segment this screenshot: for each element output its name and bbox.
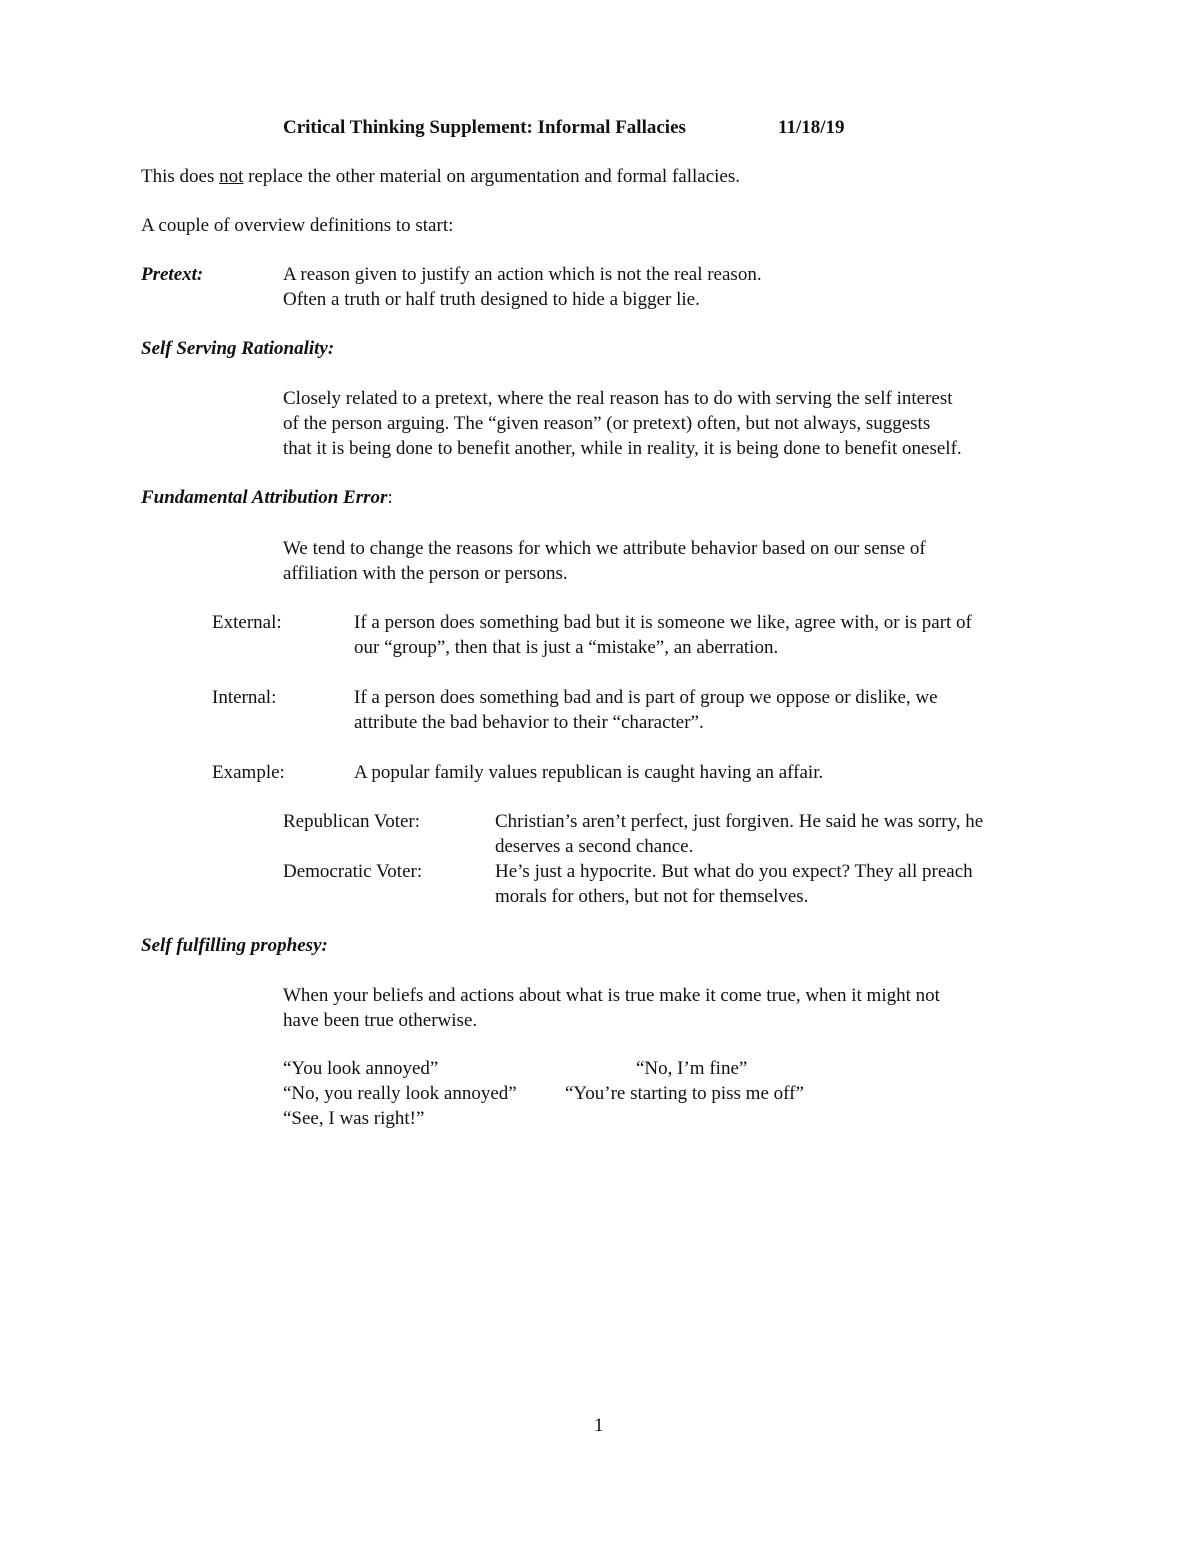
document-date: 11/18/19 <box>778 117 845 138</box>
intro-before: This does <box>141 166 220 187</box>
example-text: A popular family values republican is caught having an affair. <box>354 762 824 783</box>
external-line-2: our “group”, then that is just a “mistake”, an aberration. <box>354 637 779 658</box>
pretext-term: Pretext: <box>141 264 204 285</box>
prophesy-line-1: When your beliefs and actions about what is true make it come true, when it might not <box>283 985 940 1006</box>
intro-after: replace the other material on argumentation and formal fallacies. <box>243 166 740 187</box>
internal-line-2: attribute the bad behavior to their “character”. <box>354 712 704 733</box>
overview-line: A couple of overview definitions to start: <box>141 215 454 236</box>
example-label: Example: <box>212 762 285 783</box>
intro-line <box>141 165 740 189</box>
external-label: External: <box>212 612 282 633</box>
pretext-line-2: Often a truth or half truth designed to hide a bigger lie. <box>283 289 700 310</box>
intro-underlined: not <box>219 166 244 187</box>
republican-line-1: Christian’s aren’t perfect, just forgiven. He said he was sorry, he <box>495 811 984 832</box>
external-line-1: If a person does something bad but it is someone we like, agree with, or is part of <box>354 612 972 633</box>
democratic-line-2: morals for others, but not for themselves. <box>495 886 809 907</box>
prophesy-term: Self fulfilling prophesy: <box>141 935 328 956</box>
democratic-line-1: He’s just a hypocrite. But what do you expect? They all preach <box>495 861 973 882</box>
fae-colon: : <box>387 487 393 508</box>
fae-line-2: affiliation with the person or persons. <box>283 563 568 584</box>
dialog-right-1: “No, I’m fine” <box>636 1058 748 1079</box>
dialog-left-3: “See, I was right!” <box>283 1108 425 1129</box>
self-serving-term: Self Serving Rationality: <box>141 338 335 359</box>
page-number: 1 <box>594 1415 604 1436</box>
republican-label: Republican Voter: <box>283 811 421 832</box>
dialog-right-2: “You’re starting to piss me off” <box>565 1083 804 1104</box>
internal-label: Internal: <box>212 687 277 708</box>
internal-line-1: If a person does something bad and is part of group we oppose or dislike, we <box>354 687 938 708</box>
self-serving-line-1: Closely related to a pretext, where the real reason has to do with serving the self interest <box>283 388 953 409</box>
document-title: Critical Thinking Supplement: Informal Fallacies <box>283 117 686 138</box>
pretext-line-1: A reason given to justify an action which is not the real reason. <box>283 264 762 285</box>
fae-line-1: We tend to change the reasons for which we attribute behavior based on our sense of <box>283 538 926 559</box>
self-serving-line-3: that it is being done to benefit another, while in reality, it is being done to benefit oneself. <box>283 438 962 459</box>
democratic-label: Democratic Voter: <box>283 861 423 882</box>
dialog-left-1: “You look annoyed” <box>283 1058 439 1079</box>
fae-term: Fundamental Attribution Error <box>141 487 388 508</box>
self-serving-line-2: of the person arguing. The “given reason” (or pretext) often, but not always, suggests <box>283 413 931 434</box>
dialog-left-2: “No, you really look annoyed” <box>283 1083 517 1104</box>
republican-line-2: deserves a second chance. <box>495 836 694 857</box>
prophesy-line-2: have been true otherwise. <box>283 1010 478 1031</box>
fae-heading <box>141 486 393 510</box>
